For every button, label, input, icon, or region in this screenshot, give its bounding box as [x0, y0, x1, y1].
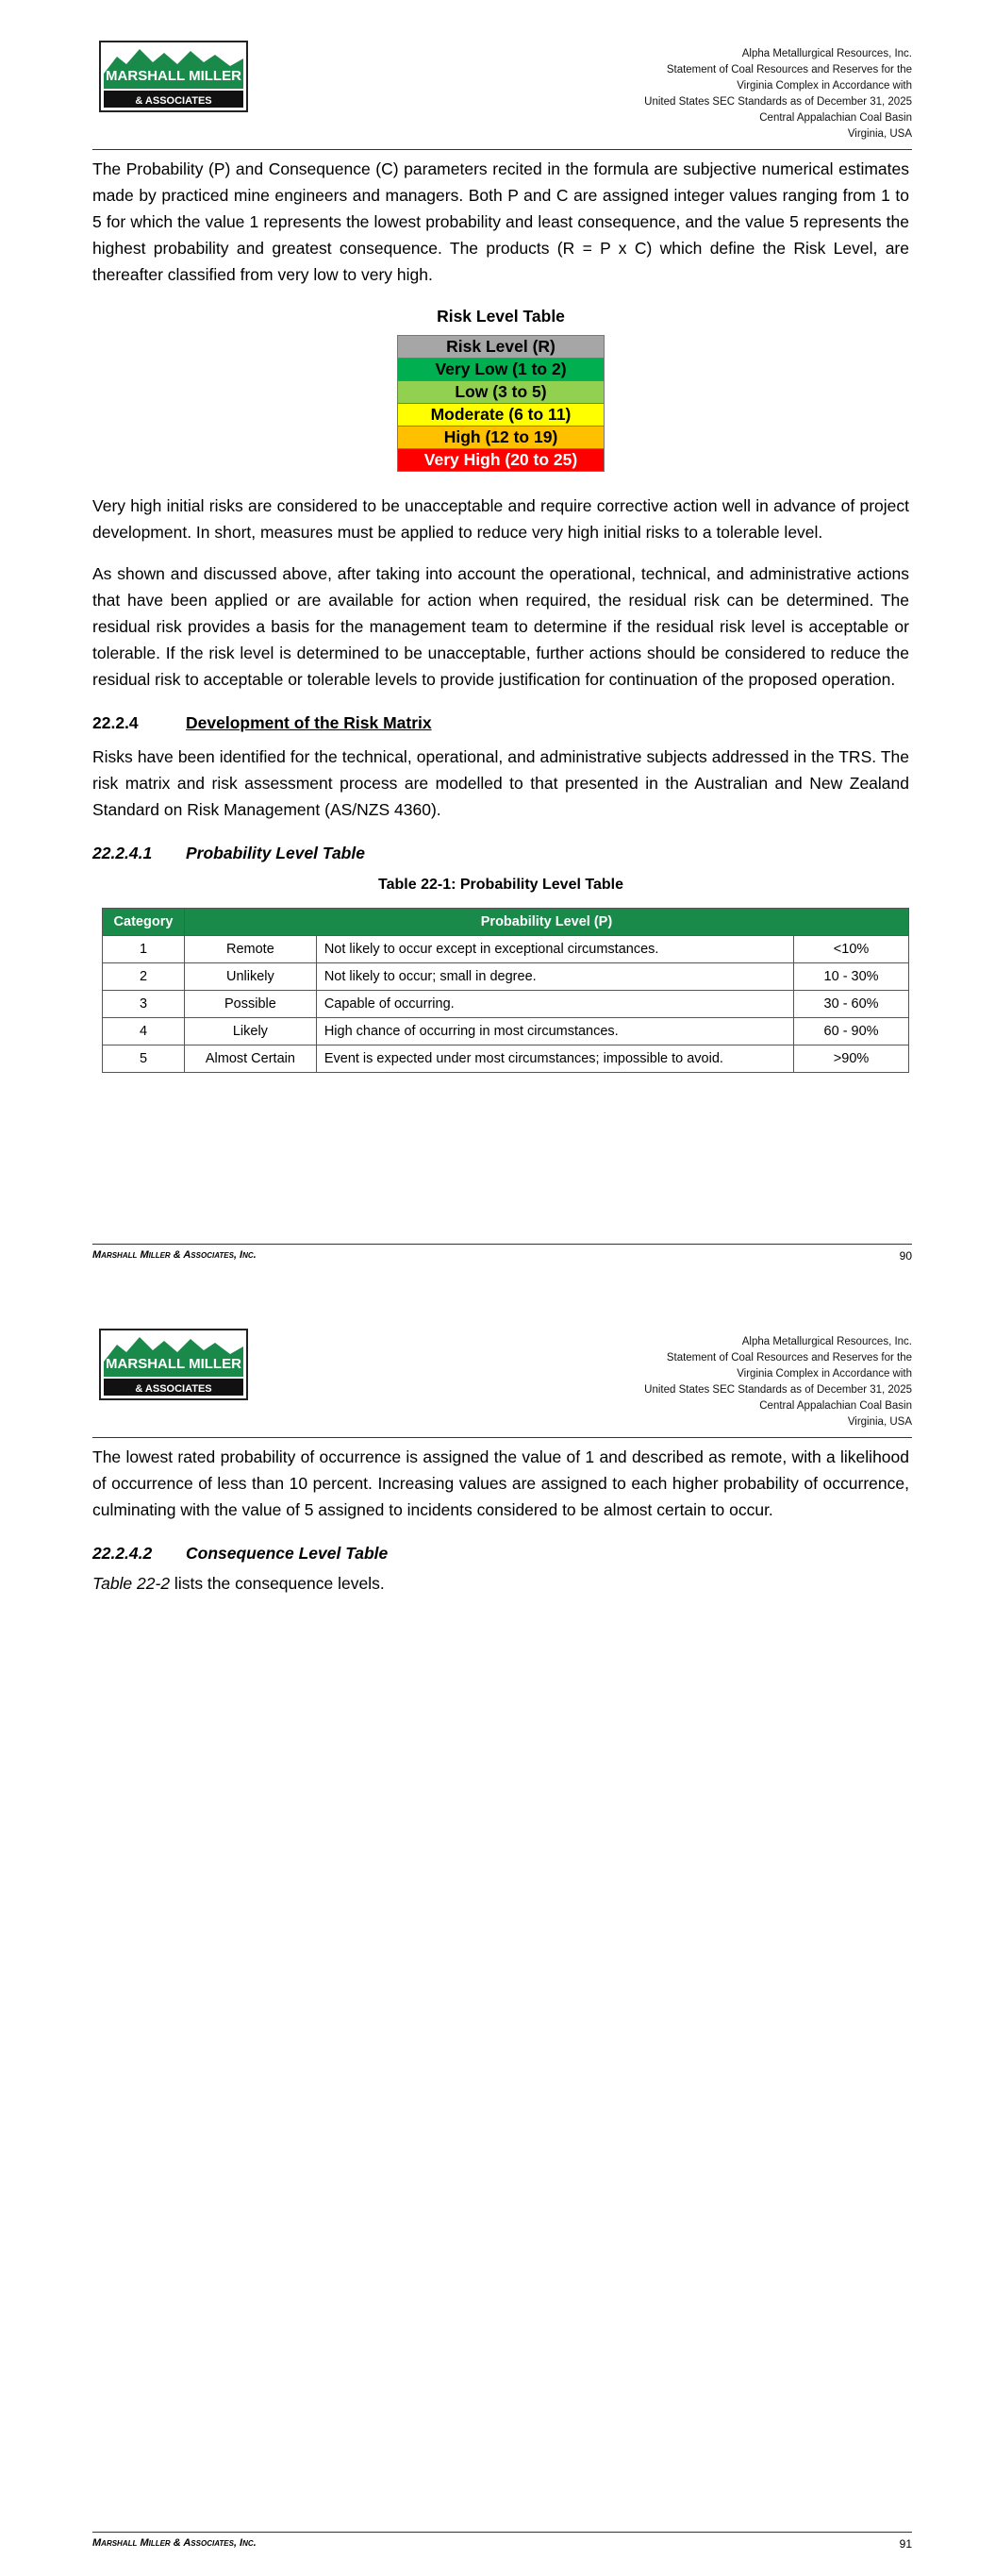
company-logo — [98, 1328, 249, 1401]
row-category: 1 — [103, 936, 185, 963]
header-line6: Virginia, USA — [847, 1416, 912, 1428]
row-description: Not likely to occur; small in degree. — [316, 963, 793, 991]
subsection-number: 22.2.4.1 — [92, 844, 153, 862]
risk-very-low: Very Low (1 to 2) — [398, 359, 605, 381]
table-row — [103, 1045, 909, 1073]
risk-very-high: Very High (20 to 25) — [398, 449, 605, 472]
table-22-2-reference[interactable]: Table 22-2 — [92, 1574, 171, 1593]
header-company: Alpha Metallurgical Resources, Inc. — [741, 48, 912, 59]
col-probability-level: Probability Level (P) — [184, 909, 908, 936]
page-90-body — [92, 156, 909, 1073]
row-percentage: 10 - 30% — [794, 963, 909, 991]
company-logo — [98, 40, 249, 113]
risk-low: Low (3 to 5) — [398, 381, 605, 404]
col-category: Category — [103, 909, 185, 936]
header-line3: Virginia Complex in Accordance with — [737, 1368, 912, 1380]
section-title: Development of the Risk Matrix — [186, 713, 432, 732]
row-percentage: 30 - 60% — [794, 991, 909, 1018]
header-text — [516, 46, 912, 142]
row-percentage: 60 - 90% — [794, 1018, 909, 1045]
row-name: Unlikely — [184, 963, 316, 991]
row-description: Capable of occurring. — [316, 991, 793, 1018]
paragraph-consequence-levels — [92, 1570, 909, 1597]
page-91 — [0, 1288, 995, 2576]
paragraph-residual-risk: As shown and discussed above, after taking into account the operational, technical, and administrative actions that have been applied or are available for action when required, the residual risk can be determined. The residual risk provides a basis for the management team to determine if the residual risk level is acceptable or tolerable. If the risk level is determined to be unacceptable, further actions should be considered to reduce the residual risk to acceptable or tolerable levels to provide justification for continuation of the proposed operation. — [92, 564, 909, 689]
row-description: Not likely to occur except in exceptional circumstances. — [316, 936, 793, 963]
row-description: Event is expected under most circumstances; impossible to avoid. — [316, 1045, 793, 1073]
row-category: 2 — [103, 963, 185, 991]
table-row — [103, 991, 909, 1018]
row-category: 5 — [103, 1045, 185, 1073]
row-description: High chance of occurring in most circumstances. — [316, 1018, 793, 1045]
subsection-heading-22-2-4-1 — [92, 840, 909, 866]
header-company: Alpha Metallurgical Resources, Inc. — [741, 1336, 912, 1347]
risk-level-header: Risk Level (R) — [398, 336, 605, 359]
footer-divider — [92, 2532, 912, 2533]
table-row — [103, 963, 909, 991]
row-name: Likely — [184, 1018, 316, 1045]
section-number: 22.2.4 — [92, 713, 139, 732]
probability-level-table — [102, 908, 909, 1073]
header-line2: Statement of Coal Resources and Reserves for the — [666, 1352, 912, 1363]
header-divider — [92, 149, 912, 150]
row-name: Almost Certain — [184, 1045, 316, 1073]
table-row — [103, 1018, 909, 1045]
paragraph-risk-matrix: Risks have been identified for the technical, operational, and administrative subjects addressed in the TRS. The risk matrix and risk assessment process are modelled to that presented in the Australian and New Zealand Standard on Risk Management (AS/NZS 4360). — [92, 747, 909, 819]
paragraph-probability-consequence: The Probability (P) and Consequence (C) parameters recited in the formula are subjective numerical estimates made by practiced mine engineers and managers. Both P and C are assigned integer values ranging from 1 to 5 for which the value 1 represents the lowest probability and least consequence, and the value 5 represents the highest probability and greatest consequence. The products (R = P x C) which define the Risk Level, are thereafter classified from very low to very high. — [92, 159, 909, 284]
footer-divider — [92, 1244, 912, 1245]
risk-high: High (12 to 19) — [398, 427, 605, 449]
row-name: Possible — [184, 991, 316, 1018]
logo-line2: & ASSOCIATES — [135, 95, 212, 107]
header-line4: United States SEC Standards as of December 31, 2025 — [644, 1384, 912, 1396]
header-line2: Statement of Coal Resources and Reserves for the — [666, 64, 912, 75]
page-number: 90 — [899, 1249, 912, 1263]
header-line5: Central Appalachian Coal Basin — [759, 112, 912, 124]
footer-company: Marshall Miller & Associates, Inc. — [92, 1249, 257, 1261]
row-percentage: <10% — [794, 936, 909, 963]
row-category: 4 — [103, 1018, 185, 1045]
subsection-heading-22-2-4-2 — [92, 1540, 909, 1566]
paragraph-rest: lists the consequence levels. — [170, 1574, 385, 1593]
header-line5: Central Appalachian Coal Basin — [759, 1400, 912, 1412]
header-line6: Virginia, USA — [847, 128, 912, 140]
header-line3: Virginia Complex in Accordance with — [737, 80, 912, 92]
subsection-title: Consequence Level Table — [186, 1544, 389, 1563]
footer-company: Marshall Miller & Associates, Inc. — [92, 2537, 257, 2549]
subsection-number: 22.2.4.2 — [92, 1544, 153, 1563]
risk-moderate: Moderate (6 to 11) — [398, 404, 605, 427]
logo-line1: MARSHALL MILLER — [106, 1356, 241, 1372]
paragraph-very-high-risks: Very high initial risks are considered to be unacceptable and require corrective action well in advance of project development. In short, measures must be applied to reduce very high initial risks to a tolerable level. — [92, 496, 909, 542]
row-name: Remote — [184, 936, 316, 963]
section-heading-22-2-4 — [92, 710, 909, 736]
table-22-1-caption: Table 22-1: Probability Level Table — [378, 877, 623, 893]
page-number: 91 — [899, 2537, 912, 2551]
header-line4: United States SEC Standards as of December 31, 2025 — [644, 96, 912, 108]
header-divider — [92, 1437, 912, 1438]
logo-line2: & ASSOCIATES — [135, 1383, 212, 1395]
table-row — [103, 936, 909, 963]
page-91-body — [92, 1444, 909, 1612]
risk-level-table-title: Risk Level Table — [437, 307, 565, 326]
logo-line1: MARSHALL MILLER — [106, 68, 241, 84]
row-percentage: >90% — [794, 1045, 909, 1073]
header-text — [516, 1334, 912, 1430]
risk-level-table — [397, 335, 605, 472]
paragraph-lowest-probability: The lowest rated probability of occurrence is assigned the value of 1 and described as remote, with a likelihood of occurrence of less than 10 percent. Increasing values are assigned to each higher probability of occurrence, culminating with the value of 5 assigned to incidents considered to be almost certain to occur. — [92, 1447, 909, 1519]
row-category: 3 — [103, 991, 185, 1018]
subsection-title: Probability Level Table — [186, 844, 365, 862]
